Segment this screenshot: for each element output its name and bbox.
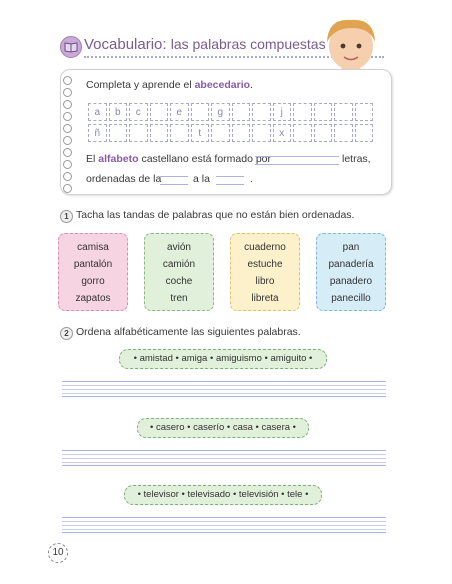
exercise-1-instruction: Tacha las tandas de palabras que no están bien ordenadas.: [76, 209, 355, 221]
word-group-box[interactable]: [316, 233, 386, 311]
alphabet-cell-filled: t: [191, 124, 210, 142]
alphabet-cell-empty[interactable]: [314, 124, 333, 142]
alphabet-cell-empty[interactable]: [211, 124, 230, 142]
alphabet-sentence-1: El alfabeto castellano está formado por: [86, 153, 272, 165]
alphabet-cell-empty[interactable]: [334, 103, 353, 121]
word-set-pill-3: • televisor • televisado • televisión • tele •: [124, 485, 322, 505]
word-group-word: avión: [167, 242, 191, 253]
keyword-abecedario: abecedario: [194, 79, 251, 91]
word-group-word: pantalón: [73, 259, 113, 270]
word-group-box[interactable]: [58, 233, 128, 311]
word-group-word: camión: [162, 259, 196, 270]
binder-ring: [63, 88, 72, 97]
alphabet-cell-empty[interactable]: [293, 124, 312, 142]
alphabet-cell-empty[interactable]: [150, 124, 169, 142]
exercise-2-instruction: Ordena alfabéticamente las siguientes palabras.: [76, 326, 301, 338]
word-group-word: cuaderno: [244, 242, 286, 253]
section-title: [84, 36, 326, 53]
word-group-box[interactable]: [230, 233, 300, 311]
word-group-word: pan: [342, 242, 360, 253]
word-group-word: panadería: [328, 259, 374, 270]
writing-lines-2[interactable]: [62, 450, 386, 466]
section-title-main: Vocabulario:: [84, 36, 167, 53]
alphabet-cell-empty[interactable]: [355, 124, 374, 142]
writing-lines-3[interactable]: [62, 517, 386, 533]
answer-blank-last-letter[interactable]: [216, 176, 244, 185]
alphabet-cell-filled: a: [88, 103, 107, 121]
alphabet-cell-empty[interactable]: [252, 124, 271, 142]
word-group-word: libreta: [251, 293, 279, 304]
alphabet-cell-empty[interactable]: [191, 103, 210, 121]
word-group-word: libro: [255, 276, 275, 287]
alphabet-cell-filled: g: [211, 103, 230, 121]
word-group-word: gorro: [81, 276, 105, 287]
word-group-word: panecillo: [331, 293, 371, 304]
binder-ring: [63, 112, 72, 121]
binder-ring: [63, 136, 72, 145]
alphabet-cell-filled: ñ: [88, 124, 107, 142]
binder-ring: [63, 172, 72, 181]
word-group-word: tren: [170, 293, 188, 304]
exercise-number-2: 2: [60, 327, 73, 340]
exercise-number-1: 1: [60, 210, 73, 223]
binder-ring: [63, 184, 72, 193]
alphabet-cell-filled: x: [273, 124, 292, 142]
section-subtitle: las palabras compuestas: [170, 36, 326, 52]
alphabet-cell-filled: c: [129, 103, 148, 121]
alphabet-cell-empty[interactable]: [150, 103, 169, 121]
binder-ring: [63, 76, 72, 85]
keyword-alfabeto: alfabeto: [98, 153, 139, 165]
binder-ring: [63, 124, 72, 133]
page-number: 10: [48, 543, 68, 563]
alphabet-cell-empty[interactable]: [293, 103, 312, 121]
word-group-word: zapatos: [75, 293, 111, 304]
alphabet-cell-empty[interactable]: [355, 103, 374, 121]
alphabet-sentence-1-end: letras,: [342, 153, 371, 165]
alphabet-cell-filled: j: [273, 103, 292, 121]
word-group-word: panadero: [329, 276, 373, 287]
alphabet-cell-empty[interactable]: [170, 124, 189, 142]
writing-lines-1[interactable]: [62, 381, 386, 397]
alphabet-cell-empty[interactable]: [334, 124, 353, 142]
alphabet-cell-filled: b: [109, 103, 128, 121]
binder-ring: [63, 100, 72, 109]
alphabet-sentence-2-mid: a la: [193, 173, 210, 185]
alphabet-cell-empty[interactable]: [232, 103, 251, 121]
alphabet-cell-empty[interactable]: [129, 124, 148, 142]
answer-blank-count[interactable]: [255, 156, 339, 165]
alphabet-sentence-2-end: .: [250, 173, 253, 185]
vocabulary-book-icon: [60, 36, 82, 58]
binder-ring: [63, 160, 72, 169]
word-group-word: coche: [165, 276, 193, 287]
word-group-box[interactable]: [144, 233, 214, 311]
alphabet-sentence-2-start: ordenadas de la: [86, 173, 162, 185]
alphabet-cell-empty[interactable]: [314, 103, 333, 121]
alphabet-cell-filled: e: [170, 103, 189, 121]
alphabet-cell-empty[interactable]: [232, 124, 251, 142]
word-group-word: estuche: [247, 259, 283, 270]
binder-ring: [63, 148, 72, 157]
word-group-word: camisa: [77, 242, 109, 253]
word-set-pill-1: • amistad • amiga • amiguismo • amiguito •: [119, 349, 327, 369]
alphabet-cell-empty[interactable]: [109, 124, 128, 142]
answer-blank-first-letter[interactable]: [160, 176, 188, 185]
word-set-pill-2: • casero • caserío • casa • casera •: [137, 418, 309, 438]
alphabet-instruction: Completa y aprende el abecedario.: [86, 79, 253, 91]
alphabet-cell-empty[interactable]: [252, 103, 271, 121]
